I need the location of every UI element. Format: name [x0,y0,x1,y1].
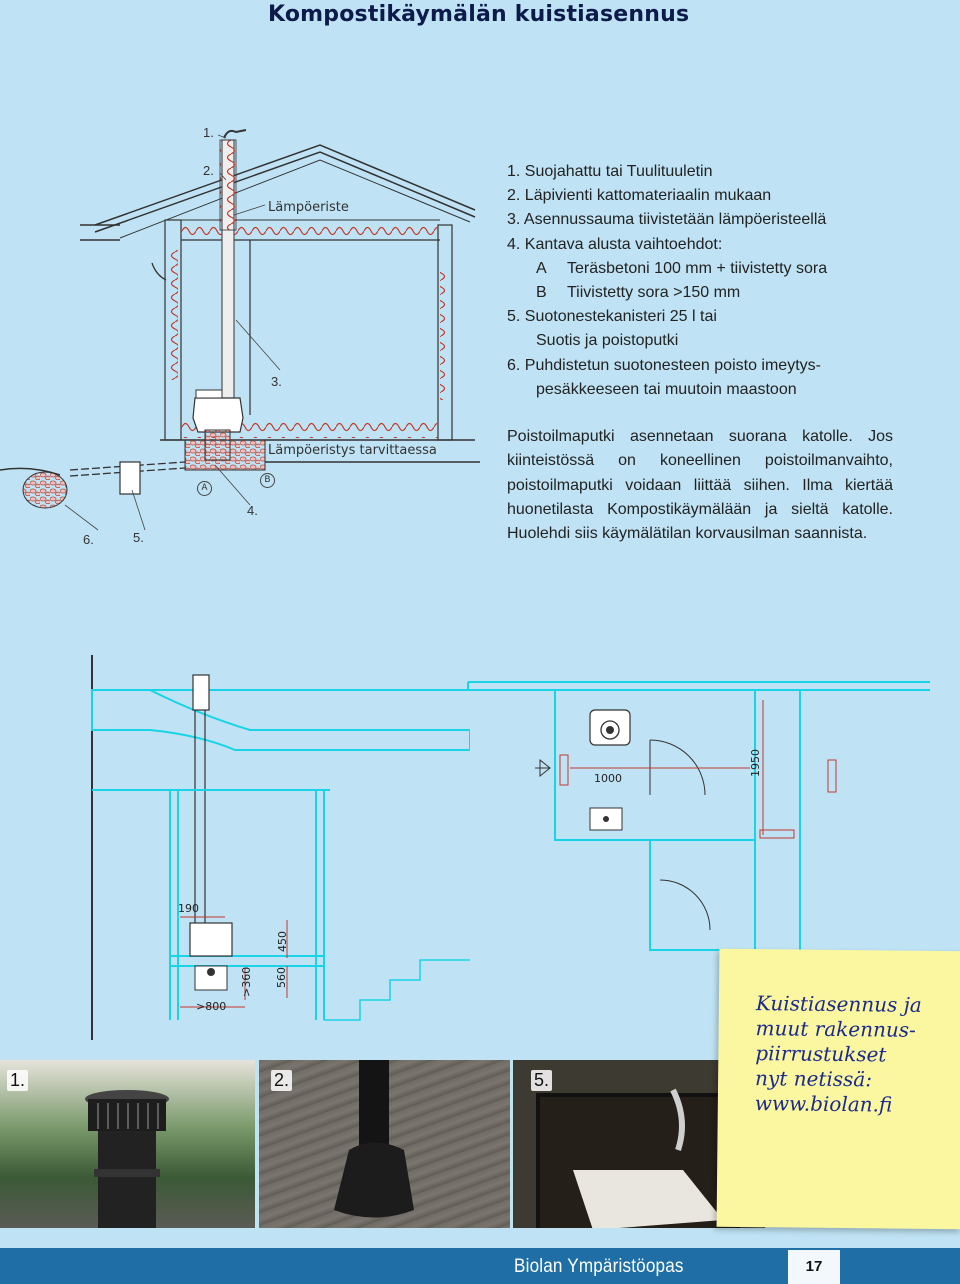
legend-item-3: 3. Asennussauma tiivistetään lämpöeristeellä [507,211,827,229]
legend-item-6: 6. Puhdistetun suotonesteen poisto imeytys- [507,356,821,374]
callout-2: 2. [203,163,214,178]
note-line-1: Kuistiasennus ja [755,991,922,1017]
sticky-note-text [755,991,956,1118]
insulation-label: Lämpöeriste [268,200,349,215]
callout-1: 1. [203,125,214,140]
legend-item-5-cont: Suotis ja poistoputki [536,332,679,350]
roof-penetration-icon [319,1060,439,1228]
callout-5: 5. [133,530,144,545]
page-number: 17 [788,1250,840,1284]
callout-6: 6. [83,532,94,547]
dim-800: >800 [196,1000,227,1013]
callout-4: 4. [247,503,258,518]
note-line-4: nyt netissä: [754,1066,873,1092]
legend-item-1: 1. Suojahattu tai Tuulituuletin [507,163,713,180]
legend-item-4: 4. Kantava alusta vaihtoehdot: [507,235,723,253]
photo-1-label: 1. [7,1070,28,1091]
legend-item-2: 2. Läpivienti kattomateriaalin mukaan [507,187,772,205]
photo-5-label: 5. [531,1070,552,1091]
dim-560: 560 [275,967,288,988]
photo-2-label: 2. [271,1070,292,1091]
porch-section-drawing [0,640,470,1060]
insulation-needed-label: Lämpöeristys tarvittaessa [268,443,437,458]
callout-3: 3. [271,374,282,389]
dim-1000: 1000 [594,772,622,785]
floor-plan-drawing [460,660,940,960]
legend-item-5: 5. Suotonestekanisteri 25 l tai [507,308,717,326]
photo-roof-penetration [259,1060,510,1228]
footer-title: Biolan Ympäristöopas [514,1256,684,1277]
note-line-3: piirrustukset [755,1041,887,1067]
dim-190: 190 [178,902,199,915]
photo-rain-cap [0,1060,255,1228]
note-link[interactable]: www.biolan.fi [754,1091,893,1117]
dim-1950: 1950 [749,749,762,777]
ventilation-paragraph: Poistoilmaputki asennetaan suorana katolle. Jos kiinteistössä on koneellinen poistoilmanvaihto, poistoilmaputki voidaan liittää siihen. Ilma kiertää huonetilasta Kompostikäymälään ja sieltä katolle. Huolehdi siis käymälätilan korvausilman saannista. [507,428,893,543]
legend-item-6-cont: pesäkkeeseen tai muutoin maastoon [536,380,797,398]
legend-list [507,160,947,402]
dim-360: >360 [240,966,253,997]
legend-subitem-a: A Teräsbetoni 100 mm + tiivistetty sora [536,259,828,277]
rain-cap-vent-icon [80,1085,175,1228]
dim-450: 450 [276,931,289,952]
base-a-marker: A [197,481,212,496]
legend-subitem-b: B Tiivistetty sora >150 mm [536,284,741,302]
note-line-2: muut rakennus- [755,1016,916,1042]
base-b-marker: B [260,473,275,488]
page-title: Kompostikäymälän kuistiasennus [268,2,690,27]
sticky-note [717,949,960,1230]
